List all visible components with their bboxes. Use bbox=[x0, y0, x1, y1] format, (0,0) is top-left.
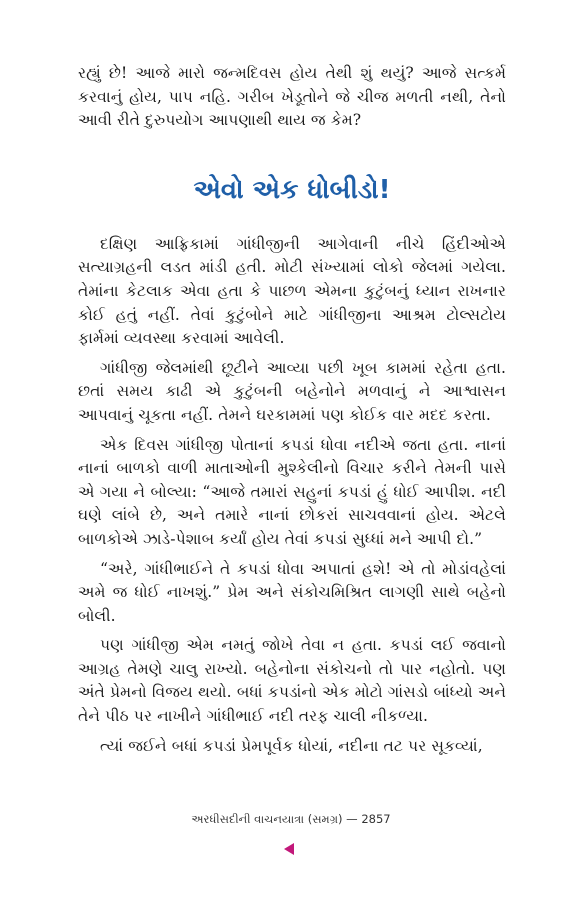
body-paragraph-3: એક દિવસ ગાંધીજી પોતાનાં કપડાં ધોવા નદીએ જતા હતા. નાનાં નાનાં બાળકો વાળી માતાઓની મુશ્કેલીનો વિચાર કરીને તેમની પાસે એ ગયા ને બોલ્યા: “આજે તમારાં સહુનાં કપડાં હું ધોઈ આપીશ. નદી ઘણે લાંબે છે, અને તમારે નાનાં છોકરાં સાચવવાનાં હોય. એટલે બાળકોએ ઝાડે-પેશાબ કર્યાં હોય તેવાં કપડાં સુધ્ધાં મને આપી દો.” bbox=[78, 435, 506, 548]
body-paragraph-5: પણ ગાંધીજી એમ નમતું જોખે તેવા ન હતા. કપડાં લઈ જવાનો આગ્રહ તેમણે ચાલુ રાખ્યો. બહેનોના સંકોચનો તો પાર નહોતો. પણ અંતે પ્રેમનો વિજય થયો. બધાં કપડાંનો એક મોટો ગાંસડો બાંધ્યો અને તેને પીઠ પર નાખીને ગાંધીભાઈ નદી તરફ ચાલી નીકળ્યા. bbox=[78, 636, 506, 726]
body-paragraph-4: “અરે, ગાંધીભાઈને તે કપડાં ધોવા અપાતાં હશે! એ તો મોડાંવહેલાં અમે જ ધોઈ નાખશું.” પ્રેમ અને સંકોચમિશ્રિત લાગણી સાથે બહેનો બોલી. bbox=[78, 559, 506, 625]
triangle-left-icon[interactable] bbox=[284, 843, 294, 855]
body-paragraph-6: ત્યાં જઈને બધાં કપડાં પ્રેમપૂર્વક ધોયાં, નદીના તટ પર સૂકવ્યાં, bbox=[100, 736, 483, 755]
story-title: એવો એક ધોબીડો! bbox=[193, 174, 391, 205]
page-content bbox=[78, 62, 506, 758]
intro-paragraph: રહ્યું છે! આજે મારો જન્મદિવસ હોય તેથી શું થયું? આજે સત્કર્મ કરવાનું હોય, પાપ નહિ. ગરીબ ખેડૂતોને જે ચીજ મળતી નથી, તેનો આવી રીતે દુરુપયોગ આપણાથી થાય જ કેમ? bbox=[78, 64, 506, 130]
page-footer: અરધીસદીની વાચનયાત્રા (સમગ્ર) — 2857 bbox=[191, 812, 391, 826]
body-paragraph-2: ગાંધીજી જેલમાંથી છૂટીને આવ્યા પછી ખૂબ કામમાં રહેતા હતા. છતાં સમય કાઢી એ કુટુંબની બહેનોને મળવાનું ને આશ્વાસન આપવાનું ચૂકતા નહીં. તેમને ઘરકામમાં પણ કોઈક વાર મદદ કરતા. bbox=[78, 358, 506, 424]
body-paragraph-1: દક્ષિણ આફ્રિકામાં ગાંધીજીની આગેવાની નીચે હિંદીઓએ સત્યાગ્રહની લડત માંડી હતી. મોટી સંખ્યામાં લોકો જેલમાં ગયેલા. તેમાંના કેટલાક એવા હતા કે પાછળ એમના કુટુંબનું ધ્યાન રાખનાર કોઈ હતું નહીં. તેવાં કુટુંબોને માટે ગાંધીજીના આશ્રમ ટોલ્સટોય ફાર્મમાં વ્યવસ્થા કરવામાં આવેલી. bbox=[78, 234, 506, 348]
